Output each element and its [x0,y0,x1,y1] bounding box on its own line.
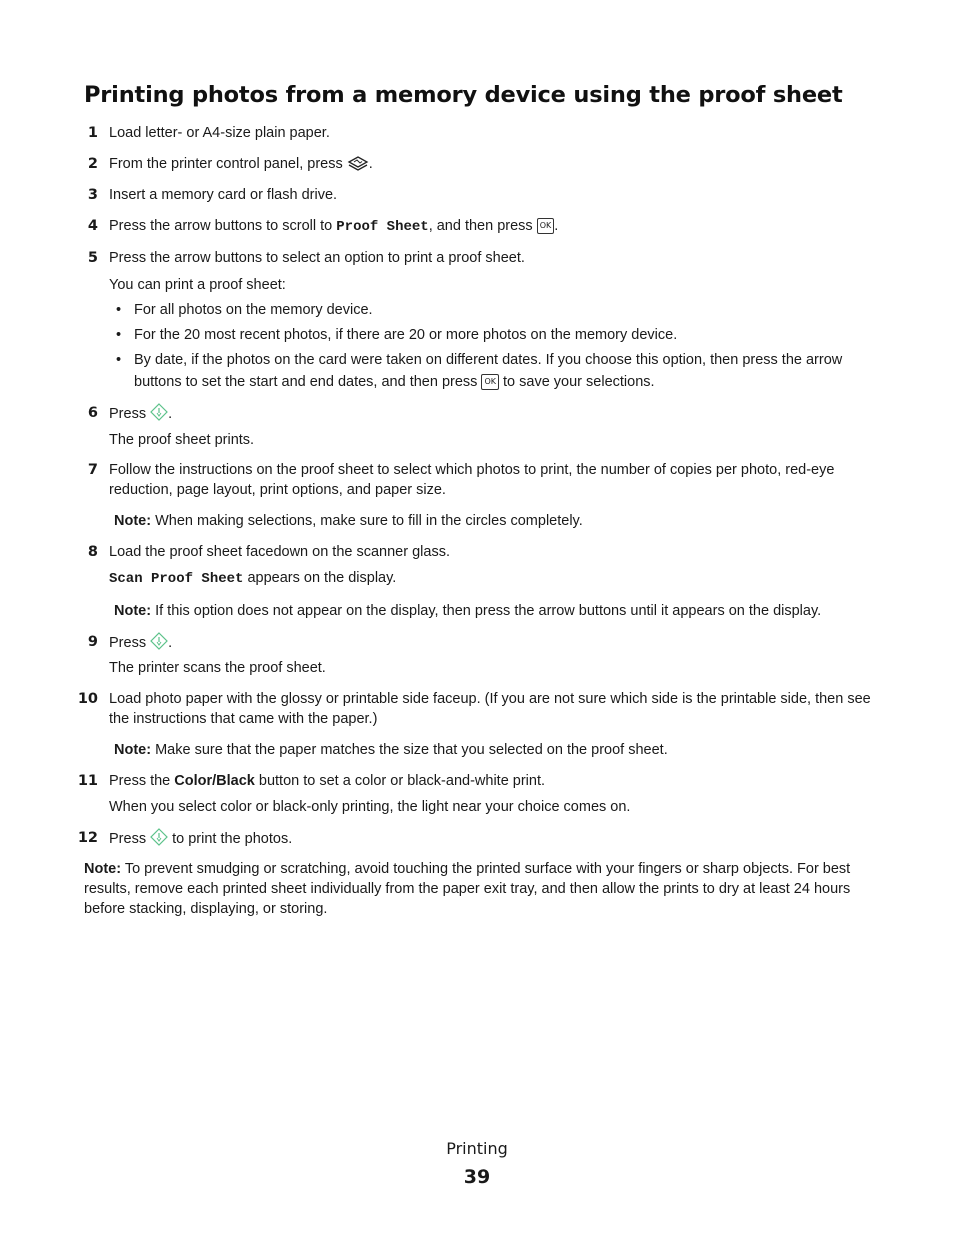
step-number: 11 [77,773,98,789]
step-number: 9 [87,634,98,650]
step-number: 1 [87,125,98,141]
start-diamond-icon [150,632,168,656]
step-11-subtext: When you select color or black-only printing, the light near your choice comes on. [109,799,631,815]
step-text: Insert a memory card or flash drive. [109,187,338,203]
page-number: 39 [463,1166,491,1188]
step-9-subtext: The printer scans the proof sheet. [109,660,326,676]
step-number: 2 [87,156,98,172]
step-8-subtext: Scan Proof Sheet appears on the display. [109,570,397,587]
step-text: Press the Color/Black button to set a color or black-and-white print. [109,773,546,789]
start-diamond-icon [150,403,168,427]
page-title: Printing photos from a memory device using the proof sheet [84,82,843,108]
color-black-button-label: Color/Black [174,773,255,789]
step-text: Follow the instructions on the proof sheet to select which photos to print, the number of copies per photo, red-eye reduction, page layout, print options, and paper size. [109,462,835,498]
step-text: Load letter- or A4-size plain paper. [109,125,330,141]
step-text: Press the arrow buttons to select an option to print a proof sheet. [109,250,525,266]
step-text: Load the proof sheet facedown on the scanner glass. [109,544,450,560]
step-number: 7 [87,462,98,478]
step-text: Press to print the photos. [109,828,874,852]
step-number: 12 [77,830,98,846]
step-5-subtext: You can print a proof sheet: [109,277,286,293]
note-step-8: Note: If this option does not appear on the display, then press the arrow buttons until it appears on the display. [114,603,822,619]
bullet-dot: • [116,352,122,368]
step-number: 5 [87,250,98,266]
start-diamond-icon [150,828,168,852]
note-step-7: Note: When making selections, make sure to fill in the circles completely. [114,513,583,529]
step-number: 6 [87,405,98,421]
step-text: Press . [109,403,874,427]
step-text: From the printer control panel, press . [109,154,874,177]
final-note: Note: To prevent smudging or scratching, avoid touching the printed surface with your fingers or sharp objects. For best results, remove each printed sheet individually from the paper exit tray, and then allow the prints to dry at least 24 hours before stacking, displaying, or storing. [84,861,851,917]
photo-card-icon [347,155,369,177]
display-text: Scan Proof Sheet [109,571,244,587]
step-number: 8 [87,544,98,560]
bullet-dot: • [116,327,122,343]
bullet-dot: • [116,302,122,318]
step-text: Press the arrow buttons to scroll to Proof Sheet, and then press OK . [109,218,559,235]
step-number: 3 [87,187,98,203]
ok-button-icon: OK [481,374,499,390]
footer-section-title: Printing [446,1139,508,1158]
step-number: 4 [87,218,98,234]
ok-button-icon: OK [537,218,555,234]
step-text: Load photo paper with the glossy or printable side faceup. (If you are not sure which side is the printable side, then see the instructions that came with the paper.) [109,691,871,727]
step-text: Press . [109,632,874,656]
display-text: Proof Sheet [336,219,429,235]
step-6-subtext: The proof sheet prints. [109,432,255,448]
step-number: 10 [77,691,98,707]
note-step-10: Note: Make sure that the paper matches the size that you selected on the proof sheet. [114,742,668,758]
